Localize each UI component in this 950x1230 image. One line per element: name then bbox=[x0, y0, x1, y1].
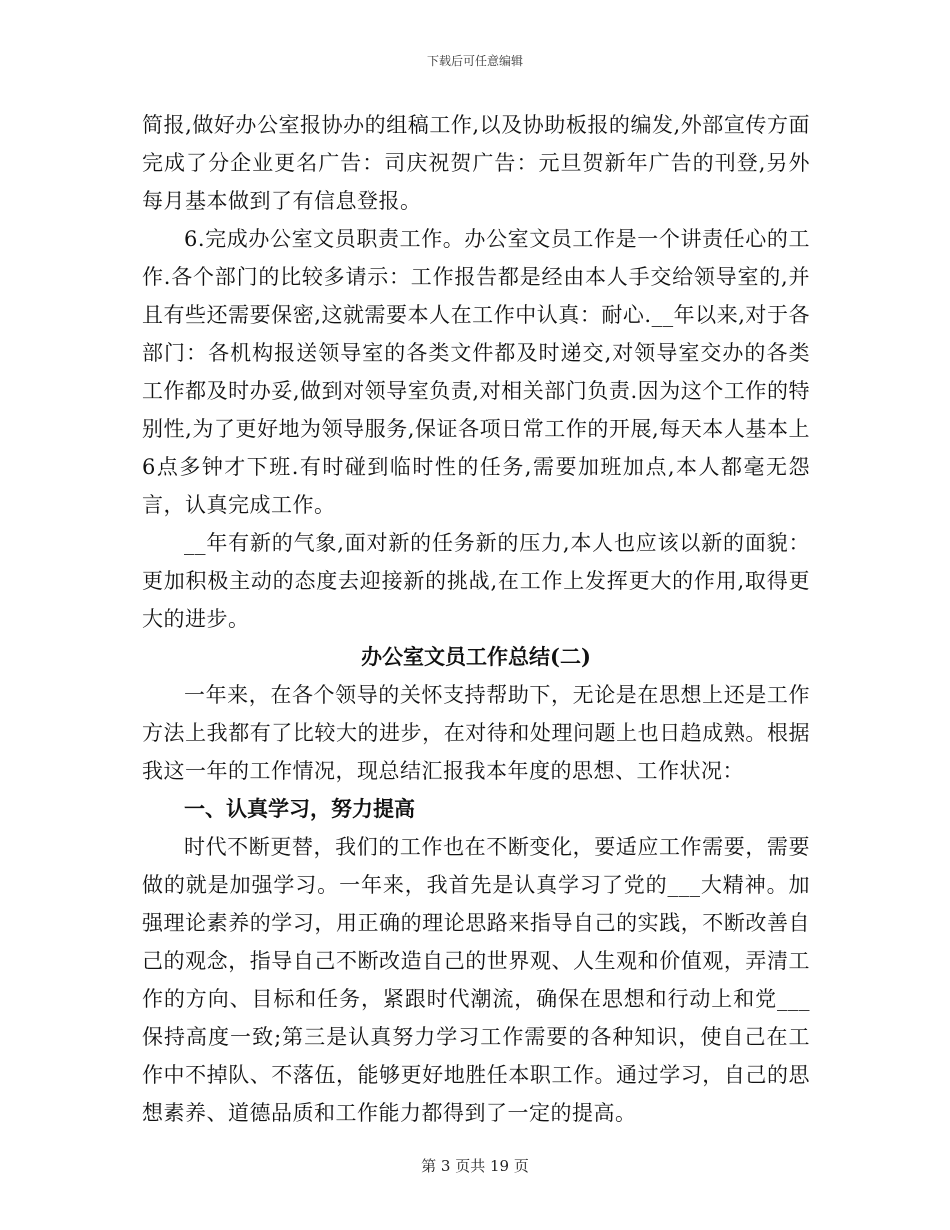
paragraph-1: 简报,做好办公室报协办的组稿工作,以及协助板报的编发,外部宣传方面完成了分企业更名广告：司庆祝贺广告：元旦贺新年广告的刊登,另外每月基本做到了有信息登报。 bbox=[142, 113, 810, 213]
document-body bbox=[142, 106, 810, 1132]
section-title: 办公室文员工作总结(二) bbox=[361, 644, 591, 669]
paragraph-4: 一年来，在各个领导的关怀支持帮助下，无论是在思想上还是工作方法上我都有了比较大的进步，在对待和处理问题上也日趋成熟。根据我这一年的工作情况，现总结汇报我本年度的思想、工作状况： bbox=[142, 683, 810, 783]
page-number: 第 3 页共 19 页 bbox=[421, 1157, 529, 1175]
heading-1: 一、认真学习，努力提高 bbox=[184, 796, 415, 821]
paragraph-3: __年有新的气象,面对新的任务新的压力,本人也应该以新的面貌：更加积极主动的态度去迎接新的挑战,在工作上发挥更大的作用,取得更大的进步。 bbox=[142, 531, 810, 631]
page-header: 下载后可任意编辑 bbox=[426, 54, 523, 68]
paragraph-2: 6.完成办公室文员职责工作。办公室文员工作是一个讲责任心的工作.各个部门的比较多请示：工作报告都是经由本人手交给领导室的,并且有些还需要保密,这就需要本人在工作中认真：耐心.__年以来,对于各部门：各机构报送领导室的各类文件都及时递交,对领导室交办的各类工作都及时办妥,做到对领导室负责,对相关部门负责.因为这个工作的特别性,为了更好地为领导服务,保证各项日常工作的开展,每天本人基本上6点多钟才下班.有时碰到临时性的任务,需要加班加点,本人都毫无怨言，认真完成工作。 bbox=[142, 227, 810, 517]
paragraph-5: 时代不断更替，我们的工作也在不断变化，要适应工作需要，需要做的就是加强学习。一年来，我首先是认真学习了党的___大精神。加强理论素养的学习，用正确的理论思路来指导自己的实践，不断改善自己的观念，指导自己不断改造自己的世界观、人生观和价值观，弄清工作的方向、目标和任务，紧跟时代潮流，确保在思想和行动上和党___保持高度一致;第三是认真努力学习工作需要的各种知识，使自己在工作中不掉队、不落伍，能够更好地胜任本职工作。通过学习，自己的思想素养、道德品质和工作能力都得到了一定的提高。 bbox=[142, 835, 810, 1125]
